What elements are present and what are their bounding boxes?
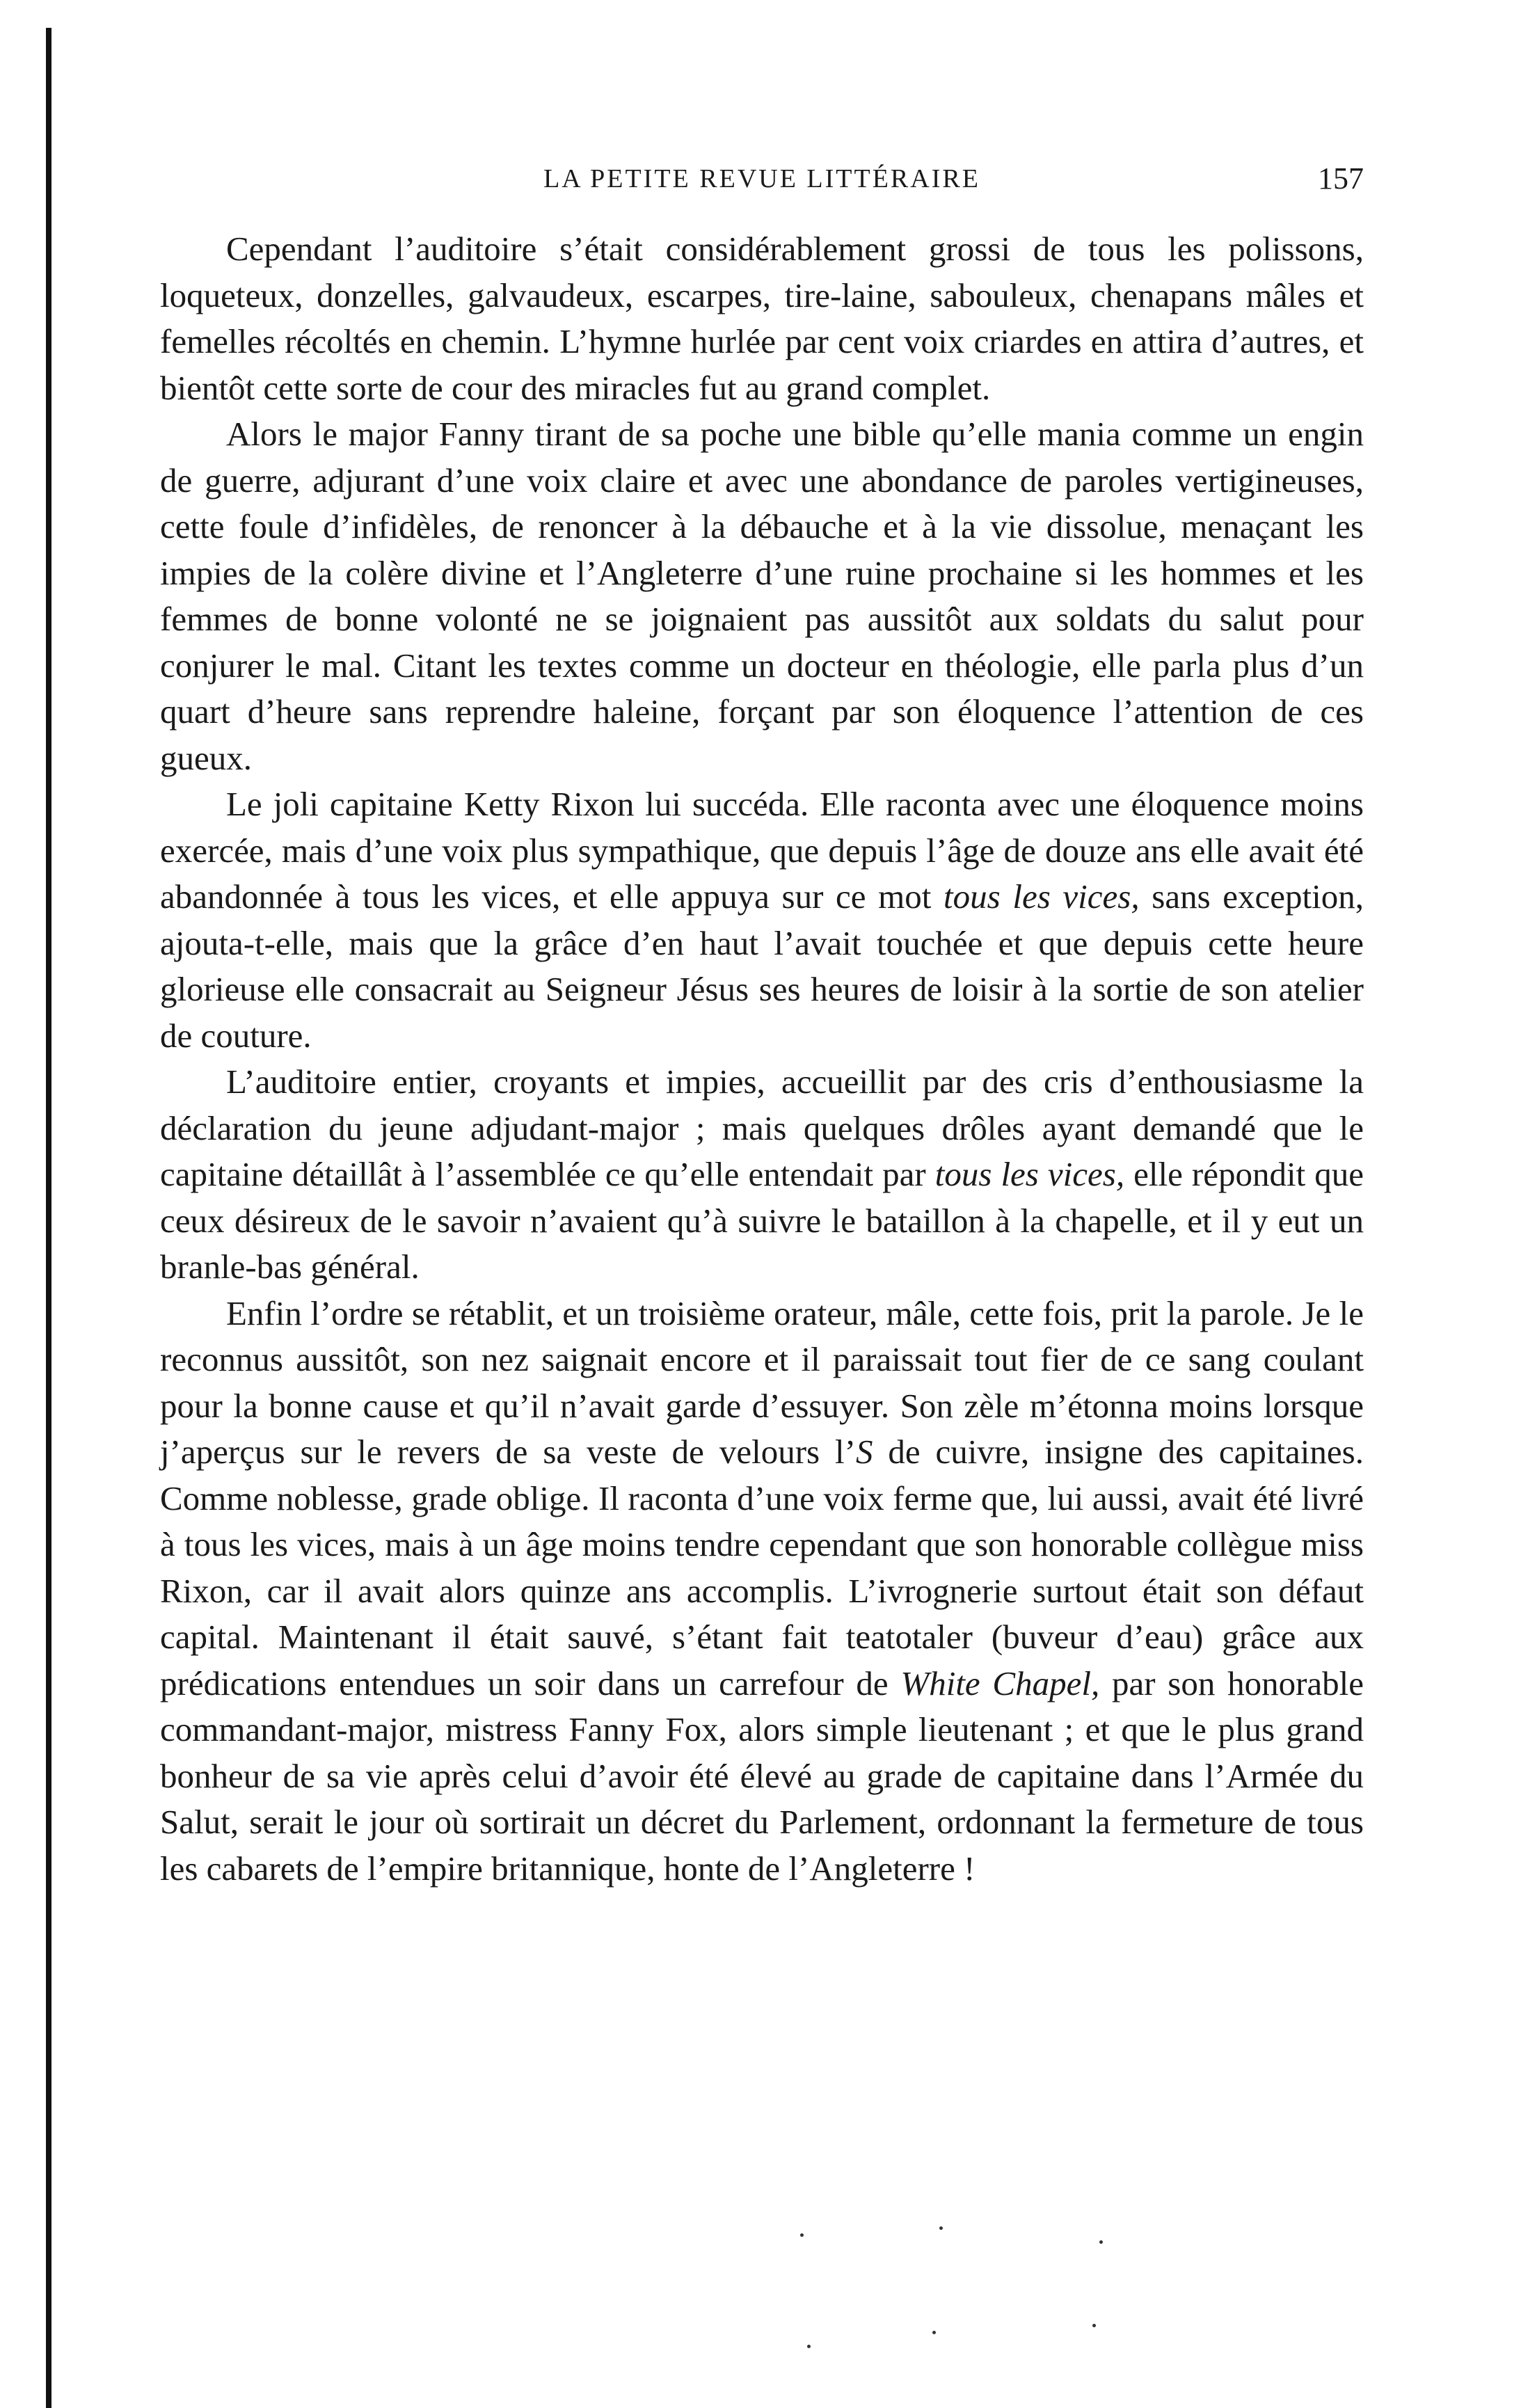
paragraph-text: de cuivre, insigne des capitaines. Comme noblesse, grade oblige. Il raconta d’une voix ferme que, lui aussi, avait été livré à tous les vices, mais à un âge moins tendre cependant que son honorable collègue miss Rixon, car il avait alors quinze ans accomplis. L’ivrognerie surtout était son défaut capital. Maintenant il était sauvé, s’étant fait teatotaler (buveur d’eau) grâce aux prédications entendues un soir dans un carrefour de — [160, 1433, 1364, 1703]
paragraph — [160, 1059, 1364, 1291]
italic-place-name: White Chapel, — [900, 1664, 1100, 1703]
paragraph-text: Alors le major Fanny tirant de sa poche une bible qu’elle mania comme un engin de guerre, adjurant d’une voix claire et avec une abondance de paroles vertigineuses, cette foule d’infidèles, de renoncer à la débauche et à la vie dissolue, menaçant les impies de la colère divine et l’Angleterre d’une ruine prochaine si les hommes et les femmes de bonne volonté ne se joignaient pas aussitôt aux soldats du salut pour conjurer le mal. Citant les textes comme un docteur en théologie, elle parla plus d’un quart d’heure sans reprendre haleine, forçant par son éloquence l’attention de ces gueux. — [160, 415, 1364, 777]
paragraph-text: elle répondit que ceux désireux de le savoir n’avaient qu’à suivre le bataillon à la chapelle, et il y eut un branle-bas général. — [160, 1155, 1364, 1286]
running-title: LA PETITE REVUE LITTÉRAIRE — [543, 164, 980, 193]
paragraph — [160, 1291, 1364, 1892]
italic-phrase: tous les vices, — [934, 1155, 1125, 1193]
page-binding-edge — [46, 28, 51, 2408]
paragraph — [160, 226, 1364, 411]
italic-letter: S — [855, 1433, 873, 1471]
body-text — [160, 226, 1364, 1892]
paragraph-text: Cependant l’auditoire s’était considérablement grossi de tous les polissons, loqueteux, donzelles, galvaudeux, escarpes, tire-laine, sabouleux, chenapans mâles et femelles récoltés en chemin. L’hymne hurlée par cent voix criardes en attira d’autres, et bientôt cette sorte de cour des miracles fut au grand complet. — [160, 230, 1364, 407]
paragraph-text: Le joli capitaine Ketty Rixon lui succéda. Elle raconta avec une éloquence moins exercée, mais d’une voix plus sympathique, que depuis l’âge de douze ans elle avait été abandonnée à tous les vices, et elle appuya sur ce mot — [160, 785, 1364, 916]
paragraph-text: Enfin l’ordre se rétablit, et un troisième orateur, mâle, cette fois, prit la parole. Je le reconnus aussitôt, son nez saignait encore et il paraissait tout fier de ce sang coulant pour la bonne cause et qu’il n’avait garde d’essuyer. Son zèle m’étonna moins lorsque j’aperçus sur le revers de sa veste de velours l’ — [160, 1293, 1364, 1471]
paragraph-text: par son honorable commandant-major, mistress Fanny Fox, alors simple lieutenant ; et que le plus grand bonheur de sa vie après celui d’avoir été élevé au grade de capitaine dans l’Armée du Salut, serait le jour où sortirait un décret du Parlement, ordonnant la fermeture de tous les cabarets de l’empire britannique, honte de l’Angleterre ! — [160, 1664, 1364, 1888]
paragraph — [160, 781, 1364, 1059]
page-number: 157 — [1318, 161, 1364, 196]
paragraph-text: sans exception, ajouta-t-elle, mais que la grâce d’en haut l’avait touchée et que depuis cette heure glorieuse elle consacrait au Seigneur Jésus ses heures de loisir à la sortie de son atelier de couture. — [160, 877, 1364, 1055]
ink-speck — [1092, 2324, 1096, 2327]
ink-speck — [1099, 2240, 1103, 2244]
print-specks — [765, 2219, 1113, 2393]
ink-speck — [939, 2226, 943, 2230]
ink-speck — [800, 2233, 804, 2237]
ink-speck — [932, 2331, 936, 2334]
paragraph — [160, 411, 1364, 781]
ink-speck — [807, 2345, 811, 2348]
page-header — [160, 154, 1364, 203]
paragraph-text: L’auditoire entier, croyants et impies, accueillit par des cris d’enthousiasme la déclaration du jeune adjudant-major ; mais quelques drôles ayant demandé que le capitaine détaillât à l’assemblée ce qu’elle entendait par — [160, 1062, 1364, 1193]
italic-phrase: tous les vices, — [943, 877, 1140, 916]
